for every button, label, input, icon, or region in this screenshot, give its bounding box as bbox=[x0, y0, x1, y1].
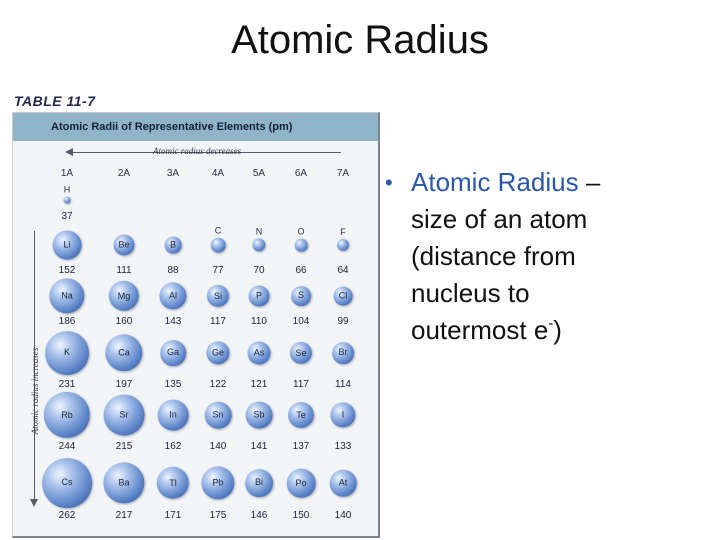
atom-sphere bbox=[206, 341, 229, 364]
element-symbol: Ge bbox=[211, 347, 225, 358]
radius-value: 117 bbox=[293, 379, 309, 390]
atom-sphere bbox=[201, 466, 234, 499]
element-symbol: As bbox=[253, 347, 265, 358]
table-caption: TABLE 11-7 bbox=[14, 93, 96, 109]
element-symbol: I bbox=[341, 409, 345, 420]
atom-sphere bbox=[337, 226, 349, 251]
radius-value: 140 bbox=[334, 510, 352, 521]
element-symbol: At bbox=[338, 477, 348, 488]
atom-sphere bbox=[104, 395, 145, 436]
atom-sphere bbox=[109, 281, 139, 311]
group-label: 4A bbox=[211, 168, 225, 179]
horizontal-axis-label: Atomic radius decreases bbox=[153, 146, 242, 156]
element-symbol: B bbox=[169, 239, 176, 250]
radius-value: 64 bbox=[337, 265, 349, 276]
element-symbol: S bbox=[297, 290, 304, 301]
arrow-down-icon bbox=[30, 499, 38, 507]
element-symbol: Br bbox=[338, 347, 348, 358]
atom-sphere bbox=[165, 237, 182, 254]
atom-sphere bbox=[330, 470, 357, 497]
radius-value: 140 bbox=[209, 441, 227, 452]
radius-value: 186 bbox=[58, 316, 76, 327]
radius-value: 217 bbox=[115, 510, 133, 521]
atom-sphere bbox=[157, 467, 189, 499]
atom-sphere bbox=[248, 342, 271, 365]
atom-sphere bbox=[53, 231, 82, 260]
element-symbol: Al bbox=[168, 290, 177, 301]
element-symbol: O bbox=[297, 226, 305, 237]
atom-sphere bbox=[246, 402, 273, 429]
element-symbol: Tl bbox=[169, 477, 177, 488]
radius-value: 122 bbox=[209, 379, 227, 390]
radius-value: 99 bbox=[337, 316, 349, 327]
atom-sphere bbox=[211, 225, 226, 253]
radius-value: 215 bbox=[115, 441, 133, 452]
atom-sphere bbox=[288, 402, 314, 428]
atom-sphere bbox=[158, 400, 189, 431]
element-symbol: F bbox=[340, 226, 346, 237]
atom-sphere bbox=[252, 226, 265, 251]
atom-sphere bbox=[160, 340, 186, 366]
radius-value: 171 bbox=[164, 510, 182, 521]
radius-value: 111 bbox=[116, 265, 132, 276]
element-symbol: Po bbox=[295, 477, 307, 488]
radius-value: 37 bbox=[61, 211, 73, 222]
element-symbol: Se bbox=[295, 347, 307, 358]
element-symbol: Li bbox=[63, 239, 71, 250]
atom-sphere bbox=[334, 287, 353, 306]
element-symbol: Ga bbox=[166, 347, 180, 358]
group-label: 2A bbox=[117, 168, 131, 179]
radius-value: 175 bbox=[209, 510, 227, 521]
radius-value: 143 bbox=[164, 316, 182, 327]
atom-sphere bbox=[291, 286, 311, 306]
radius-value: 197 bbox=[115, 379, 133, 390]
element-symbol: Cs bbox=[61, 477, 73, 488]
element-symbol: Pb bbox=[212, 477, 224, 488]
atom-sphere bbox=[49, 278, 84, 313]
radius-value: 150 bbox=[292, 510, 310, 521]
atom-sphere bbox=[205, 402, 232, 429]
radius-value: 133 bbox=[334, 441, 352, 452]
bullet-term: Atomic Radius bbox=[411, 167, 579, 197]
radius-value: 146 bbox=[250, 510, 268, 521]
element-symbol: N bbox=[255, 226, 263, 237]
atom-sphere bbox=[249, 286, 270, 307]
radius-value: 135 bbox=[164, 379, 182, 390]
bullet-superscript: - bbox=[548, 315, 554, 332]
element-symbol: Te bbox=[296, 409, 306, 420]
bullet-line-5 bbox=[411, 312, 715, 349]
radius-value: 141 bbox=[250, 441, 268, 452]
element-symbol: C bbox=[214, 225, 222, 236]
atom-sphere bbox=[290, 342, 312, 364]
radius-value: 104 bbox=[292, 316, 310, 327]
atom-sphere bbox=[245, 469, 273, 497]
vertical-axis-label: Atomic radius increases bbox=[30, 347, 40, 435]
element-symbol: Na bbox=[61, 290, 73, 301]
element-symbol: P bbox=[255, 290, 263, 301]
element-symbol: Sn bbox=[212, 409, 224, 420]
atom-sphere bbox=[103, 462, 144, 503]
radius-value: 262 bbox=[58, 510, 76, 521]
group-label: 3A bbox=[166, 168, 180, 179]
atom-sphere bbox=[42, 458, 92, 508]
radius-value: 152 bbox=[58, 265, 76, 276]
element-symbol: Sb bbox=[253, 409, 265, 420]
bullet-line-5-text: outermost e bbox=[411, 315, 549, 345]
group-label: 6A bbox=[294, 168, 308, 179]
element-symbol: Be bbox=[118, 239, 130, 250]
radius-value: 137 bbox=[292, 441, 310, 452]
atomic-radii-table bbox=[12, 112, 380, 538]
table-header: Atomic Radii of Representative Elements (pm) bbox=[13, 113, 378, 141]
element-symbol: H bbox=[63, 184, 71, 195]
group-label: 7A bbox=[336, 168, 350, 179]
radius-value: 88 bbox=[167, 265, 179, 276]
radius-value: 160 bbox=[115, 316, 133, 327]
element-symbol: Bi bbox=[254, 477, 264, 488]
element-symbol: Cl bbox=[338, 290, 348, 301]
bullet-line-2: size of an atom bbox=[411, 204, 588, 234]
element-symbol: In bbox=[169, 409, 177, 420]
atom-sphere bbox=[207, 285, 229, 307]
atom-sphere bbox=[44, 392, 90, 438]
radius-value: 244 bbox=[58, 441, 76, 452]
element-symbol: Rb bbox=[61, 409, 73, 420]
atom-sphere bbox=[287, 469, 316, 498]
bullet-line-3: (distance from bbox=[411, 241, 576, 271]
atom-sphere bbox=[113, 234, 134, 255]
radius-value: 70 bbox=[253, 265, 265, 276]
element-symbol: K bbox=[63, 347, 70, 358]
bullet-point bbox=[385, 164, 715, 349]
atom-sphere bbox=[45, 331, 89, 375]
radius-value: 114 bbox=[335, 379, 351, 390]
atom-sphere bbox=[330, 402, 355, 427]
bullet-dash: – bbox=[578, 167, 601, 197]
element-symbol: Sr bbox=[119, 409, 129, 420]
bullet-line-4: nucleus to bbox=[411, 278, 530, 308]
element-symbol: Ba bbox=[118, 477, 130, 488]
element-symbol: Ca bbox=[118, 347, 130, 358]
group-label: 1A bbox=[60, 168, 74, 179]
element-symbol: Mg bbox=[117, 290, 131, 301]
radius-value: 77 bbox=[212, 265, 224, 276]
atom-sphere bbox=[159, 282, 186, 309]
radius-value: 121 bbox=[250, 379, 268, 390]
radius-value: 231 bbox=[58, 379, 76, 390]
atom-sphere bbox=[332, 342, 354, 364]
bullet-line-1 bbox=[411, 164, 715, 201]
atom-sphere bbox=[295, 226, 308, 252]
group-label: 5A bbox=[252, 168, 266, 179]
radius-value: 110 bbox=[251, 316, 267, 327]
atom-sphere bbox=[105, 334, 142, 371]
slide-title: Atomic Radius bbox=[231, 18, 489, 62]
radius-value: 66 bbox=[295, 265, 307, 276]
bullet-close: ) bbox=[553, 315, 562, 345]
radius-value: 117 bbox=[210, 316, 226, 327]
atom-sphere bbox=[63, 184, 71, 203]
element-symbol: Si bbox=[213, 290, 222, 301]
radius-value: 162 bbox=[164, 441, 182, 452]
bullet-dot-icon: • bbox=[385, 170, 393, 195]
